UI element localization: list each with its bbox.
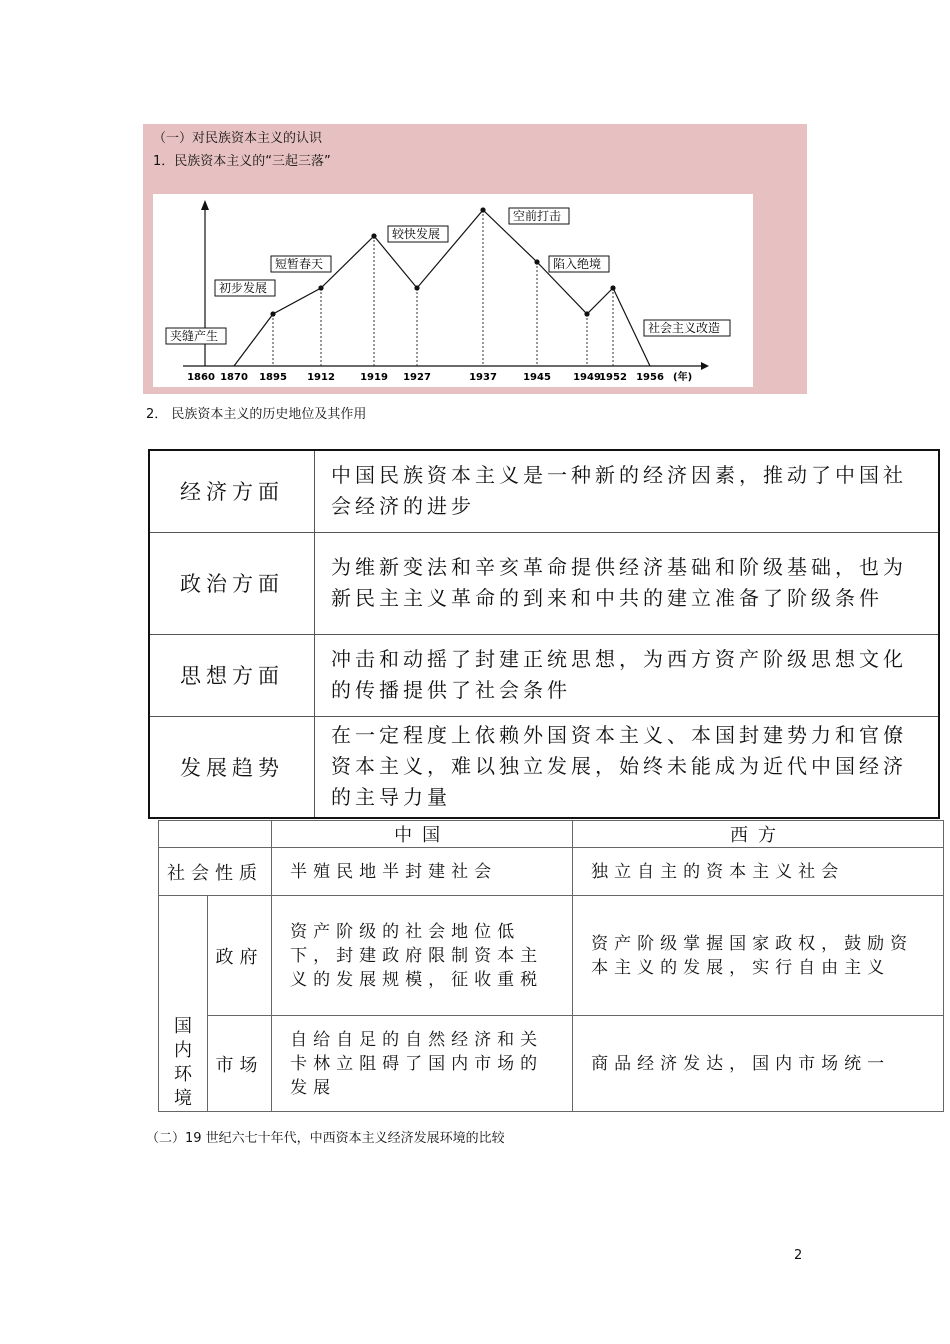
- role-table: [148, 449, 940, 819]
- x-tick-label: 1945: [523, 372, 551, 383]
- row-text: 冲击和动摇了封建正统思想，为西方资产阶级思想文化的传播提供了社会条件: [315, 634, 940, 716]
- header-china: 中国: [272, 821, 573, 848]
- header-west: 西方: [573, 821, 944, 848]
- table-row: [149, 634, 939, 716]
- table-row: [149, 716, 939, 818]
- x-tick-label: 1860: [187, 372, 215, 383]
- table-row: [159, 1016, 944, 1112]
- cell-west: 商品经济发达，国内市场统一: [573, 1016, 944, 1112]
- data-point: [610, 285, 615, 290]
- section-heading: （一）对民族资本主义的认识: [153, 131, 323, 146]
- group-char: 国: [174, 1016, 192, 1037]
- x-unit-label: (年): [673, 372, 693, 383]
- annotation-label: 社会主义改造: [648, 321, 721, 335]
- chart-area: [153, 194, 753, 387]
- table-row: [149, 450, 939, 532]
- cell-china: 自给自足的自然经济和关卡林立阻碍了国内市场的发展: [272, 1016, 573, 1112]
- row-label-nature: 社会性质: [159, 848, 272, 896]
- development-chart: [153, 194, 753, 387]
- x-tick-label: 1919: [360, 372, 388, 383]
- x-tick-label: 1927: [403, 372, 431, 383]
- annotation-label: 空前打击: [513, 209, 562, 223]
- annotation-label: 陷入绝境: [553, 257, 602, 271]
- row-label: 经济方面: [149, 450, 315, 532]
- cell-china: 资产阶级的社会地位低下，封建政府限制资本主义的发展规模，征收重税: [272, 896, 573, 1016]
- data-point: [371, 233, 376, 238]
- page-number: 2: [794, 1248, 803, 1263]
- row-label: 政治方面: [149, 532, 315, 634]
- row-text: 为维新变法和辛亥革命提供经济基础和阶级基础，也为新民主主义革命的到来和中共的建立准备了阶级条件: [315, 532, 940, 634]
- group-char: 环: [174, 1064, 192, 1085]
- row-label: 发展趋势: [149, 716, 315, 818]
- x-tick-label: 1912: [307, 372, 335, 383]
- cell-west: 独立自主的资本主义社会: [573, 848, 944, 896]
- table-row: [149, 532, 939, 634]
- group-char: 内: [174, 1040, 192, 1061]
- data-point: [534, 259, 539, 264]
- annotation-label: 初步发展: [219, 281, 268, 295]
- y-axis-arrow: [201, 200, 209, 210]
- data-point: [318, 285, 323, 290]
- x-tick-label: 1895: [259, 372, 287, 383]
- comparison-table: [158, 820, 944, 1112]
- x-tick-label: 1870: [220, 372, 248, 383]
- x-tick-label: 1956: [636, 372, 664, 383]
- table-header-row: [159, 821, 944, 848]
- cell-west: 资产阶级掌握国家政权，鼓励资本主义的发展，实行自由主义: [573, 896, 944, 1016]
- row-text: 在一定程度上依赖外国资本主义、本国封建势力和官僚资本主义，难以独立发展，始终未能成为近代中国经济的主导力量: [315, 716, 940, 818]
- section2-heading: 2． 民族资本主义的历史地位及其作用: [146, 407, 367, 422]
- row-label: 思想方面: [149, 634, 315, 716]
- comparison-caption: （二）19 世纪六七十年代，中西资本主义经济发展环境的比较: [146, 1131, 505, 1146]
- x-tick-label: 1949: [573, 372, 601, 383]
- chart-panel: [143, 124, 807, 394]
- table-row: [159, 848, 944, 896]
- group-label-domestic: [159, 896, 208, 1112]
- table-row: [159, 896, 944, 1016]
- data-point: [480, 207, 485, 212]
- annotation-label: 短暂春天: [275, 257, 324, 271]
- group-char: 境: [174, 1088, 192, 1109]
- annotation-label: 夹缝产生: [170, 329, 219, 343]
- x-tick-label: 1937: [469, 372, 497, 383]
- data-point: [270, 311, 275, 316]
- chart-subheading: 1．民族资本主义的“三起三落”: [153, 154, 331, 169]
- header-blank: [159, 821, 272, 848]
- annotation-label: 较快发展: [392, 227, 441, 241]
- data-point: [584, 311, 589, 316]
- data-point: [414, 285, 419, 290]
- row-label-market: 市场: [208, 1016, 272, 1112]
- row-label-government: 政府: [208, 896, 272, 1016]
- x-axis-arrow: [701, 362, 709, 370]
- cell-china: 半殖民地半封建社会: [272, 848, 573, 896]
- x-tick-label: 1952: [599, 372, 627, 383]
- row-text: 中国民族资本主义是一种新的经济因素，推动了中国社会经济的进步: [315, 450, 940, 532]
